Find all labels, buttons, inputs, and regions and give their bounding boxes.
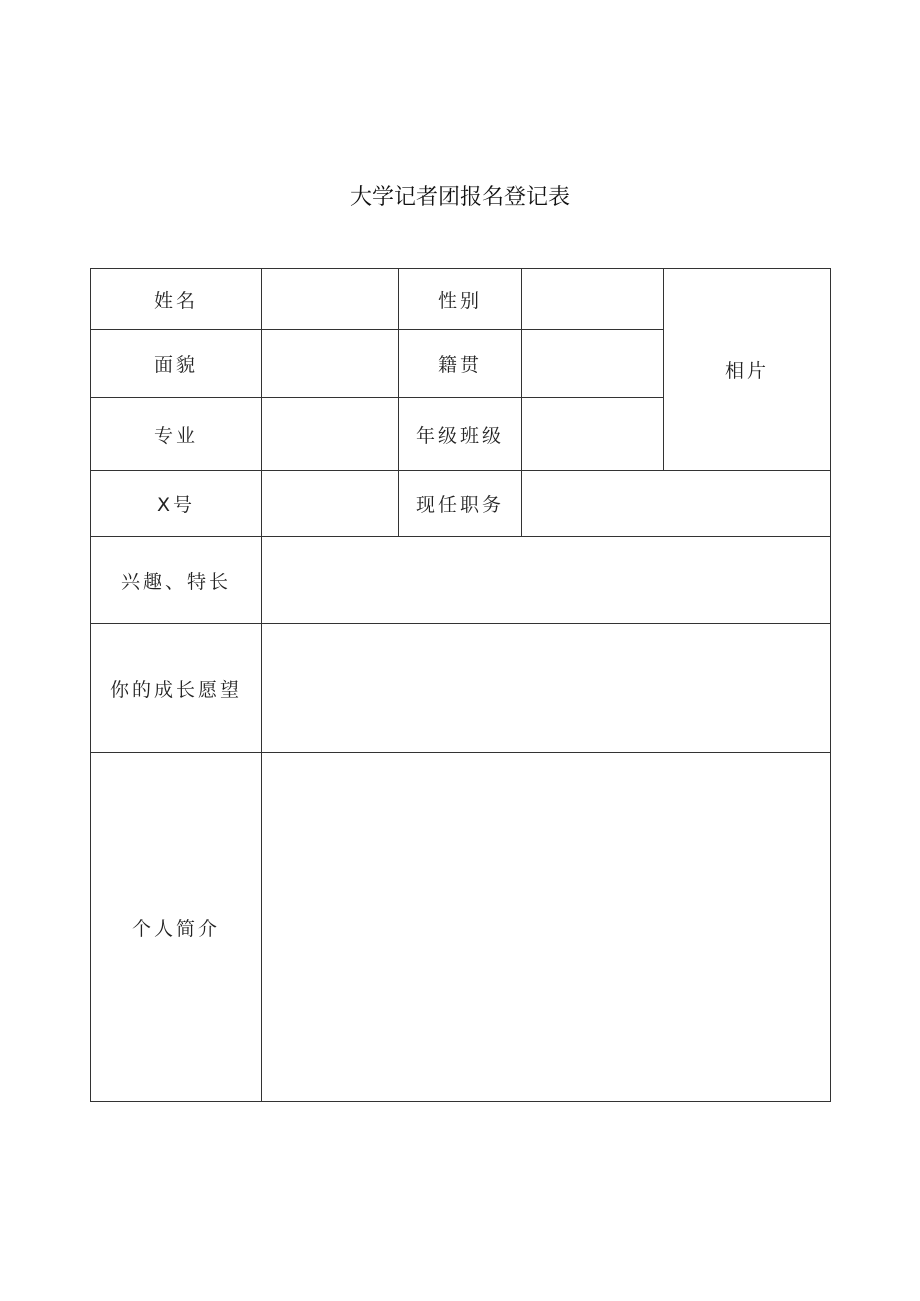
x-number-field[interactable] xyxy=(262,471,399,537)
page-title: 大学记者团报名登记表 xyxy=(349,185,570,210)
grade-class-field[interactable] xyxy=(522,398,664,471)
gender-field[interactable] xyxy=(522,269,664,330)
label-growth-wish: 你的成长愿望 xyxy=(91,624,262,753)
current-position-field[interactable] xyxy=(522,471,831,537)
label-x-number: X号 xyxy=(91,471,262,537)
form-row-growth-wish xyxy=(91,624,831,753)
growth-wish-field[interactable] xyxy=(262,624,831,753)
registration-form-table xyxy=(90,268,831,1102)
form-row-profile xyxy=(91,753,831,1102)
profile-field[interactable] xyxy=(262,753,831,1102)
political-status-field[interactable] xyxy=(262,330,399,398)
label-hobbies: 兴趣、特长 xyxy=(91,537,262,624)
label-profile: 个人简介 xyxy=(91,753,262,1102)
label-political-status: 面貌 xyxy=(91,330,262,398)
form-row-hobbies xyxy=(91,537,831,624)
label-major: 专业 xyxy=(91,398,262,471)
major-field[interactable] xyxy=(262,398,399,471)
label-name: 姓名 xyxy=(91,269,262,330)
form-row-name xyxy=(91,269,831,330)
label-native-place: 籍贯 xyxy=(399,330,522,398)
label-gender: 性别 xyxy=(399,269,522,330)
name-field[interactable] xyxy=(262,269,399,330)
label-grade-class: 年级班级 xyxy=(399,398,522,471)
native-place-field[interactable] xyxy=(522,330,664,398)
form-row-x-number xyxy=(91,471,831,537)
photo-cell[interactable]: 相片 xyxy=(664,269,831,471)
label-current-position: 现任职务 xyxy=(399,471,522,537)
hobbies-field[interactable] xyxy=(262,537,831,624)
